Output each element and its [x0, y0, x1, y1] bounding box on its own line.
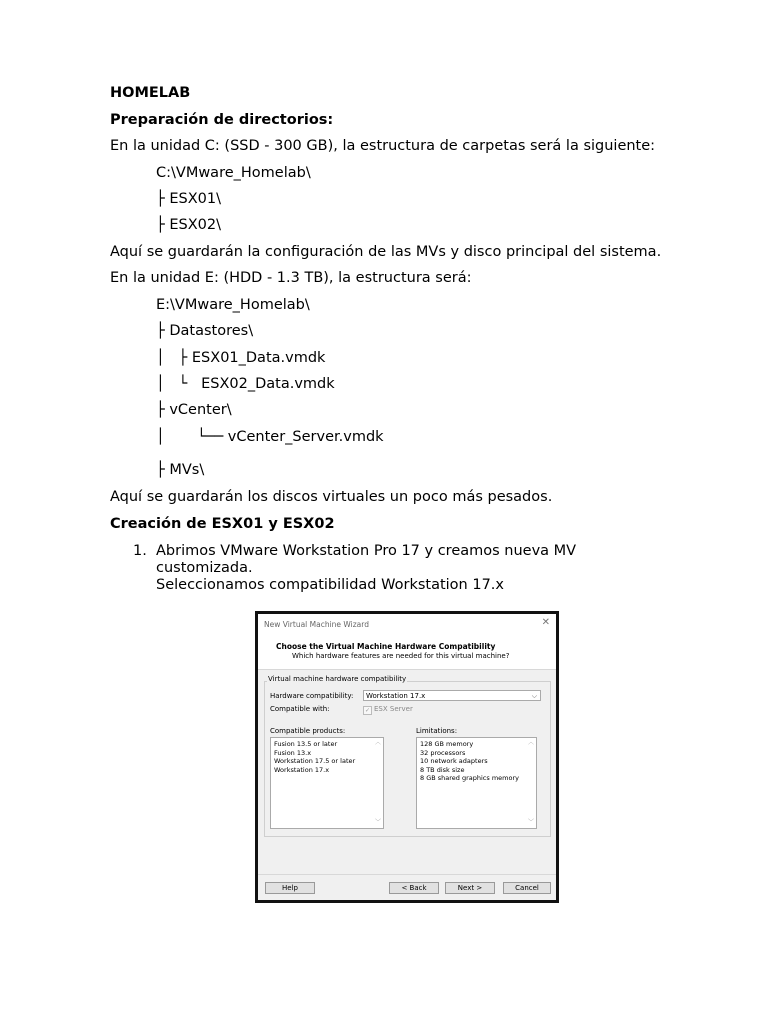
tree-e-line: ├ MVs\	[156, 462, 205, 478]
tree-e-line: ├ Datastores\	[156, 323, 254, 339]
drive-e-note: Aquí se guardarán los discos virtuales un poco más pesados.	[110, 489, 553, 505]
wizard-header	[258, 614, 556, 670]
scrollbar[interactable]	[374, 738, 382, 828]
section-heading-directories: Preparación de directorios:	[110, 112, 334, 128]
hw-compat-value: Workstation 17.x	[366, 692, 426, 700]
step-number: 1.	[133, 543, 147, 559]
step1-line: Seleccionamos compatibilidad Workstation 17.x	[156, 577, 504, 593]
next-button[interactable]: Next >	[445, 882, 495, 894]
limitations-label: Limitations:	[416, 727, 458, 735]
hw-compat-select[interactable]	[363, 690, 541, 701]
list-item: Fusion 13.x	[274, 748, 312, 757]
drive-e-intro: En la unidad E: (HDD - 1.3 TB), la estructura será:	[110, 270, 472, 286]
list-item: Workstation 17.x	[274, 765, 330, 774]
drive-c-intro: En la unidad C: (SSD - 300 GB), la estructura de carpetas será la siguiente:	[110, 138, 656, 154]
compatible-products-list[interactable]	[270, 737, 384, 829]
esx-server-label: ESX Server	[374, 705, 413, 713]
wizard-screenshot	[255, 611, 559, 903]
list-item: Workstation 17.5 or later	[274, 757, 356, 765]
compatibility-group	[264, 675, 551, 837]
section-heading-creation: Creación de ESX01 y ESX02	[110, 516, 335, 532]
scrollbar[interactable]	[527, 738, 535, 828]
tree-e-line: │ └── vCenter_Server.vmdk	[156, 429, 384, 445]
tree-e-line: │ └ ESX02_Data.vmdk	[156, 376, 335, 392]
step1-line: Abrimos VMware Workstation Pro 17 y creamos nueva MV	[156, 543, 577, 559]
drive-c-note: Aquí se guardarán la configuración de las MVs y disco principal del sistema.	[110, 244, 662, 260]
list-item: Fusion 13.5 or later	[274, 740, 338, 748]
cancel-button[interactable]: Cancel	[503, 882, 551, 894]
tree-c-line: ├ ESX02\	[156, 217, 221, 233]
esx-server-checkbox[interactable]: ✓	[364, 707, 371, 714]
step1-line: customizada.	[156, 560, 253, 576]
compatible-with-label: Compatible with:	[270, 705, 330, 713]
back-button[interactable]: < Back	[389, 882, 439, 894]
list-item: 128 GB memory	[420, 740, 474, 748]
hw-compat-label: Hardware compatibility:	[270, 692, 354, 700]
tree-e-line: E:\VMware_Homelab\	[156, 297, 310, 313]
list-item: 8 GB shared graphics memory	[420, 774, 519, 782]
tree-e-line: │ ├ ESX01_Data.vmdk	[156, 350, 326, 366]
tree-c-line: C:\VMware_Homelab\	[156, 165, 311, 181]
chevron-down-icon: ⌵	[531, 692, 537, 700]
tree-e-line: ├ vCenter\	[156, 402, 232, 418]
scroll-down-icon[interactable]: ﹀	[528, 818, 535, 826]
doc-title: HOMELAB	[110, 85, 191, 101]
tree-c-line: ├ ESX01\	[156, 191, 221, 207]
list-item: 32 processors	[420, 748, 466, 757]
list-item: 10 network adapters	[420, 757, 488, 765]
list-item: 8 TB disk size	[420, 765, 465, 774]
wizard-window-title: New Virtual Machine Wizard	[264, 620, 369, 629]
scroll-down-icon[interactable]: ﹀	[375, 818, 382, 826]
footer-divider	[258, 874, 556, 875]
help-button[interactable]: Help	[265, 882, 315, 894]
wizard-heading: Choose the Virtual Machine Hardware Compatibility	[276, 642, 496, 651]
scroll-up-icon[interactable]: ︿	[375, 739, 382, 746]
close-icon[interactable]: ✕	[541, 617, 550, 628]
limitations-list[interactable]	[416, 737, 537, 829]
scroll-up-icon[interactable]: ︿	[528, 739, 535, 746]
group-label: Virtual machine hardware compatibility	[268, 675, 407, 683]
wizard-subheading: Which hardware features are needed for this virtual machine?	[292, 652, 510, 660]
compatible-products-label: Compatible products:	[270, 727, 346, 735]
